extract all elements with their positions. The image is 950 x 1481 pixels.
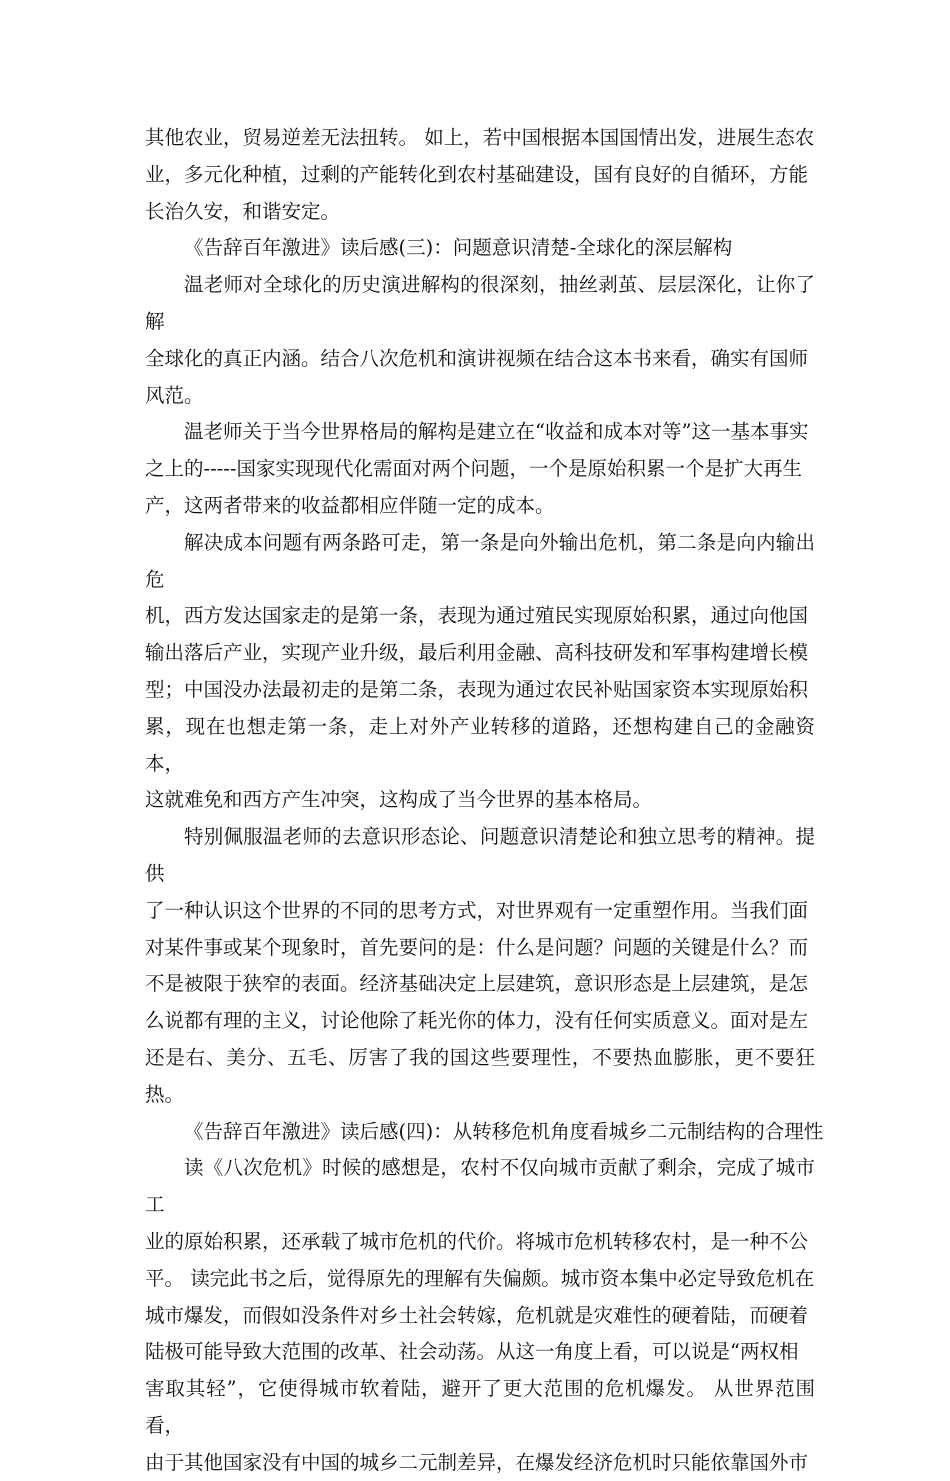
paragraph-world-structure: 温老师关于当今世界格局的解构是建立在“收益和成本对等”这一基本事实 之上的-----国家实现现代化需面对两个问题，一个是原始积累一个是扩大再生 产，这两者带来的收益都相应伴随一定的成本。 — [145, 420, 809, 517]
paragraph-urban-rural: 读《八次危机》时候的感想是，农村不仅向城市贡献了剩余，完成了城市工 业的原始积累，还承载了城市危机的代价。将城市危机转移农村，是一种不公 平。 读完此书之后，觉得原先的理解有失偏颇。城市资本集中必定导致危机在 城市爆发，而假如没条件对乡土社会转嫁，危机就是灾难性的硬着陆，而硬着 陆极可能导致大范围的改革、社会动荡。从这一角度上看，可以说是“两权相 害取其轻”，它使得城市软着陆，避开了更大范围的危机爆发。 从世界范围看， 由于其他国家没有中国的城乡二元制差异，在爆发经济危机时只能依靠国外市 — [145, 1156, 815, 1474]
paragraph-globalization: 温老师对全球化的历史演进解构的很深刻，抽丝剥茧、层层深化，让你了解 全球化的真正内涵。结合八次危机和演讲视频在结合这本书来看，确实有国师 风范。 — [145, 273, 815, 407]
document-page — [145, 120, 824, 1481]
section-heading-3: 《告辞百年激进》读后感(三)：问题意识清楚-全球化的深层解构 — [184, 236, 733, 260]
paragraph-ideology: 特别佩服温老师的去意识形态论、问题意识清楚论和独立思考的精神。提供 了一种认识这个世界的不同的思考方式，对世界观有一定重塑作用。当我们面 对某件事或某个现象时，首先要问的是：什么是问题？问题的关键是什么？而 不是被限于狭窄的表面。经济基础决定上层建筑，意识形态是上层建筑，是怎 么说都有理的主义，讨论他除了耗光你的体力，没有任何实质意义。面对是左 还是右、美分、五毛、厉害了我的国这些要理性，不要热血膨胀，更不要狂热。 — [145, 825, 815, 1106]
section-heading-4: 《告辞百年激进》读后感(四)：从转移危机角度看城乡二元制结构的合理性 — [184, 1119, 824, 1143]
paragraph-cost-problem: 解决成本问题有两条路可走，第一条是向外输出危机，第二条是向内输出危 机，西方发达国家走的是第一条，表现为通过殖民实现原始积累，通过向他国 输出落后产业，实现产业升级，最后利用金融、高科技研发和军事构建增长模 型；中国没办法最初走的是第二条，表现为通过农民补贴国家资本实现原始积 累，现在也想走第一条，走上对外产业转移的道路，还想构建自己的金融资本， 这就难免和西方产生冲突，这构成了当今世界的基本格局。 — [145, 530, 815, 812]
paragraph-continuation: 其他农业，贸易逆差无法扭转。 如上，若中国根据本国国情出发，进展生态农 业，多元化种植，过剩的产能转化到农村基础建设，国有良好的自循环，方能 长治久安，和谐安定。 — [145, 126, 815, 223]
